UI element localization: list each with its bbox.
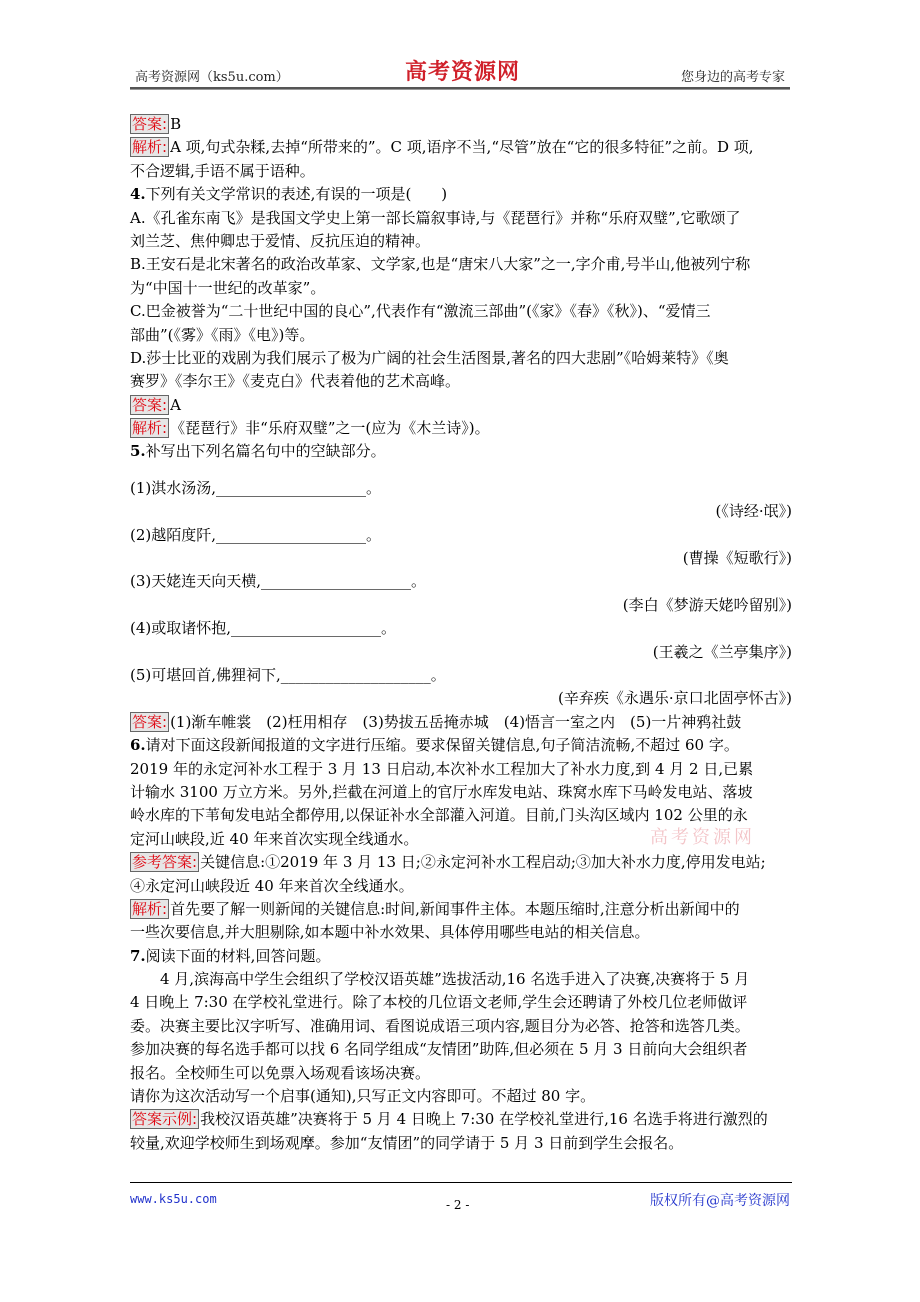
line-text: A 项,句式杂糅,去掉“所带来的”。C 项,语序不当,“尽管”放在“它的很多特征”之前。D 项, [170,138,754,157]
text-line [130,898,792,921]
text-line [130,440,792,463]
line-text: A.《孔雀东南飞》是我国文学史上第一部长篇叙事诗,与《琵琶行》并称“乐府双璧”,它歌颂了 [130,208,741,227]
line-text: (李白《梦游天姥吟留别》) [622,595,792,614]
text-line [130,1015,792,1038]
line-text: 计输水 3100 万立方米。另外,拦截在河道上的官厅水库发电站、珠窝水库下马岭发电站、落坡 [130,782,753,801]
line-text: C.巴金被誉为“二十世纪中国的良心”,代表作有“激流三部曲”(《家》《春》《秋》)、“爱情三 [130,302,711,321]
line-text: 4 月,滨海高中学生会组织了学校汉语英雄”选拔活动,16 名选手进入了决赛,决赛将于 5 月 [160,970,750,989]
text-line [130,183,792,206]
footer-copyright: 版权所有@高考资源网 [650,1193,790,1209]
line-text: 4 日晚上 7:30 在学校礼堂进行。除了本校的几位语文老师,学生会还聘请了外校几位老师做评 [130,993,748,1012]
answer-label: 解析: [132,899,168,918]
answer-label: 答案: [132,115,168,133]
text-line [130,968,792,991]
footer-divider [130,1182,792,1183]
answer-label: 解析: [132,138,168,157]
line-text: 参加决赛的每名选手都可以找 6 名同学组成“友情团”助阵,但必须在 5 月 3 日前向大会组织者 [130,1040,748,1059]
line-text: 岭水库的下苇甸发电站全都停用,以保证补水全部灌入河道。目前,门头沟区域内 102 公里的永 [130,806,748,825]
line-text: 2019 年的永定河补水工程于 3 月 13 日启动,本次补水工程加大了补水力度,到 4 月 2 日,已累 [130,759,754,778]
text-line [130,1108,792,1131]
text-line [130,136,792,159]
line-text: 刘兰芝、焦仲卿忠于爱情、反抗压迫的精神。 [130,231,431,250]
answer-label: 答案示例: [132,1110,198,1129]
page-number: - 2 - [446,1198,470,1212]
question-number: 6. [130,736,146,755]
text-line [130,804,792,827]
answer-label: 参考答案: [132,853,198,872]
line-text: 一些次要信息,并大胆剔除,如本题中补水效果、具体停用哪些电站的相关信息。 [130,923,650,942]
document-body [130,113,792,1155]
line-text: 委。决赛主要比汉字听写、准确用词、看图说成语三项内容,题目分为必答、抢答和选答几类。 [130,1016,750,1035]
site-logo: 高考资源网 [405,59,521,85]
line-text: 不合逻辑,手语不属于语种。 [130,161,315,180]
line-text: A [170,395,181,414]
answer-label: 答案: [132,712,168,731]
text-line [130,113,792,136]
text-line [130,921,792,944]
line-text: (《诗经·氓》) [715,502,792,521]
text-line [130,253,792,276]
question-number: 4. [130,185,146,204]
text-line [130,991,792,1014]
answer-label: 答案: [132,395,168,414]
line-text: 部曲”(《雾》《雨》《电》)等。 [130,325,315,344]
line-text: 赛罗》《李尔王》《麦克白》代表着他的艺术高峰。 [130,372,461,391]
line-text: (辛弃疾《永遇乐·京口北固亭怀古》) [558,689,792,708]
text-line [130,641,792,664]
line-text: 关键信息:①2019 年 3 月 13 日;②永定河补水工程启动;③加大补水力度,停用发电站; [200,853,766,872]
text-line [130,570,792,593]
text-line [130,851,792,874]
line-text: (曹操《短歌行》) [682,549,792,568]
header-site-name: 高考资源网（ks5u.com） [135,70,289,85]
line-text: 下列有关文学常识的表述,有误的一项是( ) [145,185,448,204]
text-line [130,617,792,640]
line-text: D.莎士比亚的戏剧为我们展示了极为广阔的社会生活图景,著名的四大悲剧”《哈姆莱特》《奥 [130,348,729,367]
line-text: (2)越陌度阡,____________________。 [130,525,382,544]
line-text: B.王安石是北宋著名的政治改革家、文学家,也是“唐宋八大家”之一,字介甫,号半山,他被列宁称 [130,255,751,274]
text-line [130,160,792,183]
line-text: B [170,115,182,133]
text-line [130,875,792,898]
text-line [130,1085,792,1108]
line-text: 阅读下面的材料,回答问题。 [145,946,331,965]
line-text: (5)可堪回首,佛狸祠下,____________________。 [130,665,446,684]
line-text: 请你为这次活动写一个启事(通知),只写正文内容即可。不超过 80 字。 [130,1087,596,1106]
text-line [130,594,792,617]
text-line [130,477,792,500]
text-line [130,277,792,300]
text-line [130,945,792,968]
answer-label: 解析: [132,419,168,438]
text-line [130,347,792,370]
line-text: 我校汉语英雄”决赛将于 5 月 4 日晚上 7:30 在学校礼堂进行,16 名选手将进行激烈的 [200,1110,768,1129]
text-line [130,547,792,570]
watermark: 高考资源网 [650,827,755,848]
text-line [130,500,792,523]
header-slogan: 您身边的高考专家 [680,70,785,85]
text-line [130,207,792,230]
line-text: 为“中国十一世纪的改革家”。 [130,278,326,297]
text-line [130,664,792,687]
line-text: 较量,欢迎学校师生到场观摩。参加“友情团”的同学请于 5 月 3 日前到学生会报名。 [130,1133,684,1152]
line-text: (4)或取诸怀抱,____________________。 [130,619,397,638]
header-divider [130,87,790,90]
line-text: (王羲之《兰亭集序》) [652,642,792,661]
line-text: 首先要了解一则新闻的关键信息:时间,新闻事件主体。本题压缩时,注意分析出新闻中的 [170,899,740,918]
line-text: 请对下面这段新闻报道的文字进行压缩。要求保留关键信息,句子简洁流畅,不超过 60 字。 [145,736,739,755]
text-line [130,300,792,323]
text-line [130,324,792,347]
line-text: (1)渐车帷裳 (2)枉用相存 (3)势拔五岳掩赤城 (4)悟言一室之内 (5)一片神鸦社鼓 [170,712,742,731]
text-line [130,711,792,734]
text-line [130,417,792,440]
line-text: 报名。全校师生可以免票入场观看该场决赛。 [130,1063,431,1082]
text-line [130,230,792,253]
line-text: 《琵琶行》非“乐府双璧”之一(应为《木兰诗》)。 [170,419,490,438]
text-line [130,781,792,804]
text-line [130,1062,792,1085]
text-line [130,687,792,710]
line-text: 补写出下列名篇名句中的空缺部分。 [145,442,386,461]
text-line [130,734,792,757]
text-line [130,370,792,393]
line-text: ④永定河山峡段近 40 年来首次全线通水。 [130,876,414,895]
footer-link[interactable]: www.ks5u.com [130,1192,217,1206]
text-line [130,524,792,547]
text-line [130,1038,792,1061]
text-line [130,394,792,417]
question-number: 5. [130,442,146,461]
question-number: 7. [130,946,146,965]
text-line [130,758,792,781]
line-text: (3)天姥连天向天横,____________________。 [130,572,427,591]
line-text: 定河山峡段,近 40 年来首次实现全线通水。 [130,829,419,848]
text-line [130,1132,792,1155]
line-text: (1)淇水汤汤,____________________。 [130,478,382,497]
